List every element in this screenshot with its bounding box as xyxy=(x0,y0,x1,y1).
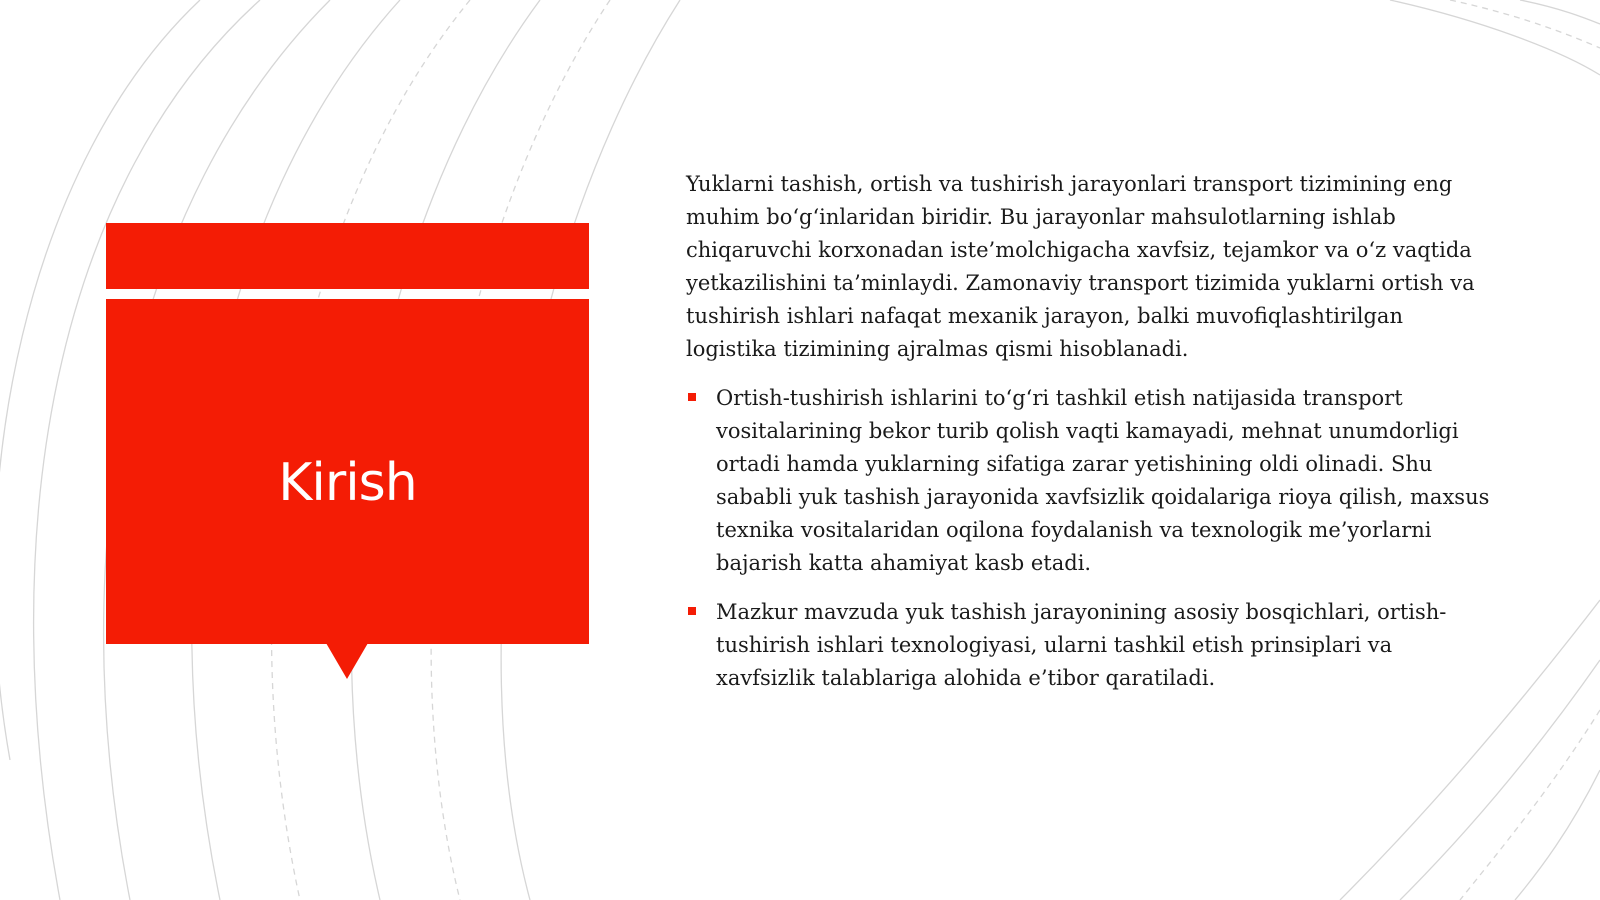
title-box xyxy=(106,299,589,644)
square-bullet-icon xyxy=(688,607,696,615)
bullet-text: Ortish-tushirish ishlarini to‘g‘ri tashkil etish natijasida transport vositalarining bekor turib qolish vaqti kamayadi, mehnat unumdorligi ortadi hamda yuklarning sifatiga zarar yetishining oldi olinadi. Shu sababli yuk tashish jarayonida xavfsizlik qoidalariga rioya qilish, maxsus texnika vositalaridan oqilona foydalanish va texnologik me’yorlarni bajarish katta ahamiyat kasb etadi. xyxy=(716,386,1490,575)
slide-title: Kirish xyxy=(278,452,417,513)
bullet-text: Mazkur mavzuda yuk tashish jarayonining asosiy bosqichlari, ortish-tushirish ishlari texnologiyasi, ularni tashkil etish prinsiplari va xavfsizlik talablariga alohida e’tibor qaratiladi. xyxy=(716,600,1447,690)
content-area xyxy=(686,168,1496,711)
title-accent-bar xyxy=(106,223,589,289)
intro-paragraph: Yuklarni tashish, ortish va tushirish jarayonlari transport tizimining eng muhim bo‘g‘inlaridan biridir. Bu jarayonlar mahsulotlarning ishlab chiqaruvchi korxonadan iste’molchigacha xavfsiz, tejamkor va o‘z vaqtida yetkazilishini ta’minlaydi. Zamonaviy transport tizimida yuklarni ortish va tushirish ishlari nafaqat mexanik jarayon, balki muvofiqlashtirilgan logistika tizimining ajralmas qismi hisoblanadi. xyxy=(686,172,1475,361)
bullet-list xyxy=(686,382,1496,695)
title-box-pointer xyxy=(326,643,368,679)
list-item xyxy=(686,596,1496,695)
square-bullet-icon xyxy=(688,393,696,401)
list-item xyxy=(686,382,1496,580)
